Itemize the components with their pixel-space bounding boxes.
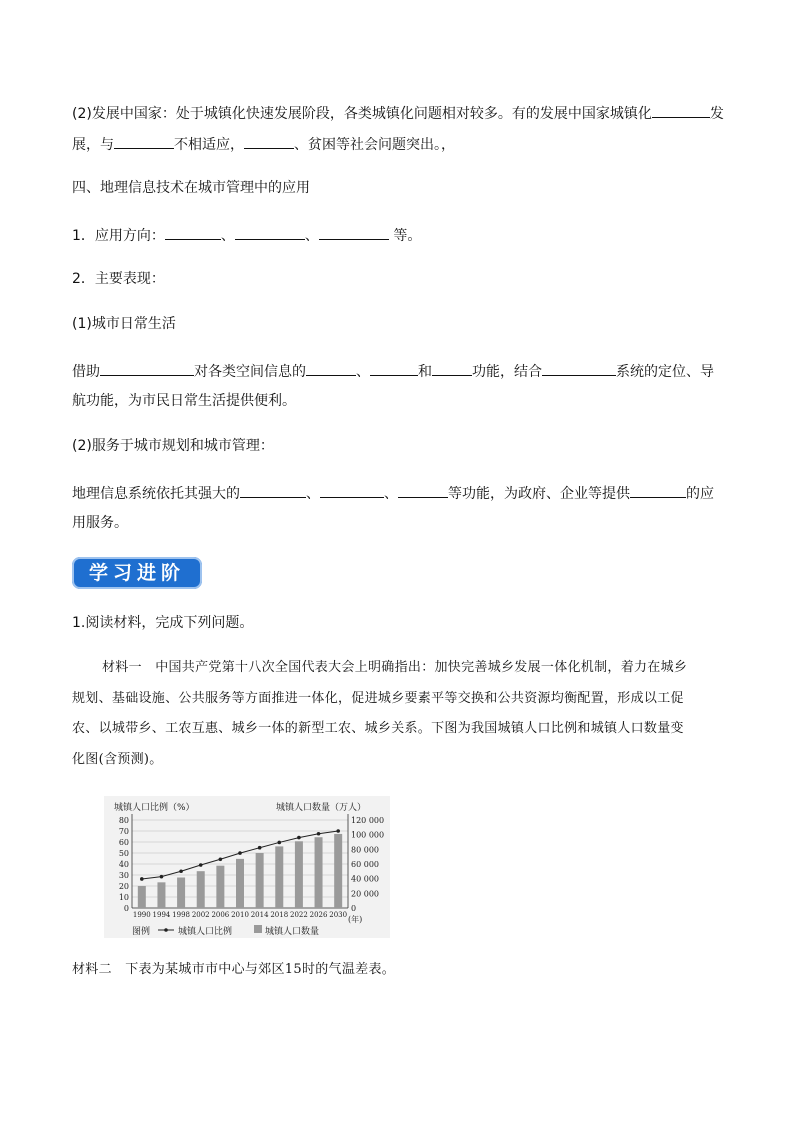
x-tick-label: 1998 [172,911,191,919]
fill-blank[interactable] [306,360,356,376]
right-axis-label: 城镇人口数量（万人） [276,803,367,813]
bar-urban-population [236,859,244,908]
section-heading: 四、地理信息技术在城市管理中的应用 [72,180,310,196]
x-unit: (年) [348,915,363,924]
y-tick-left: 10 [118,893,129,902]
material-1-line: 农、以城带乡、工农互惠、城乡一体的新型工农、城乡关系。下图为我国城镇人口比例和城镇人口数量变 [72,721,684,736]
x-tick-label: 1994 [152,911,171,919]
point-urban-rate [336,829,340,833]
bar-urban-population [216,866,224,908]
x-tick-label: 2006 [211,911,230,919]
paragraph-urban-planning: 地理信息系统依托其强大的 、 、 等功能，为政府、企业等提供 的应 [72,482,714,504]
y-tick-left: 70 [118,827,129,836]
fill-blank[interactable] [165,224,221,240]
y-tick-right: 60 000 [351,860,379,869]
x-tick-label: 2002 [191,911,210,919]
fill-blank[interactable] [100,360,194,376]
x-tick-label: 1990 [132,911,151,919]
fill-blank[interactable] [542,360,616,376]
x-tick-label: 2022 [289,911,308,919]
y-tick-left: 40 [118,860,129,869]
x-tick-label: 2014 [250,911,269,919]
fill-blank[interactable] [398,482,448,498]
legend-title: 图例 [132,927,151,937]
left-axis-label: 城镇人口比例（%） [114,803,195,813]
fill-blank[interactable] [652,102,710,118]
y-tick-left: 60 [118,838,129,847]
fill-blank[interactable] [432,360,472,376]
y-tick-right: 40 000 [351,874,379,884]
point-urban-rate [297,836,301,840]
material-1-line: 材料一 中国共产党第十八次全国代表大会上明确指出：加快完善城乡发展一体化机制，着力在城乡 [102,660,688,675]
point-urban-rate [238,851,242,855]
bar-urban-population [197,871,205,908]
fill-blank[interactable] [630,482,686,498]
question-1: 1.阅读材料，完成下列问题。 [72,615,254,631]
y-tick-right: 120 000 [351,816,385,825]
x-tick-label: 2018 [270,911,289,919]
y-tick-right: 20 000 [351,889,379,899]
bar-urban-population [256,853,264,908]
fill-blank[interactable] [244,133,294,149]
legend-bar-label: 城镇人口数量 [265,927,320,937]
bar-urban-population [177,877,185,908]
point-urban-rate [258,846,262,850]
point-urban-rate [219,857,223,861]
material-1-line: 化图(含预测)。 [72,752,163,767]
bar-urban-population [275,846,283,908]
point-urban-rate [199,863,203,867]
legend-bar-symbol [254,925,262,933]
fill-blank[interactable] [114,133,174,149]
study-advance-badge: 学习进阶 [72,557,202,589]
point-urban-rate [140,877,144,881]
fill-blank[interactable] [320,482,384,498]
fill-blank[interactable] [370,360,418,376]
paragraph-developing-countries-cont: 展，与 不相适应， 、贫困等社会问题突出。， [72,133,455,155]
y-tick-left: 50 [118,849,129,858]
y-tick-right: 0 [351,904,357,913]
y-tick-left: 80 [118,816,129,825]
subheading-urban-planning: (2)服务于城市规划和城市管理： [72,438,274,454]
y-tick-left: 0 [123,904,129,913]
fill-blank[interactable] [240,482,306,498]
y-tick-left: 30 [118,871,129,880]
subheading-daily-life: (1)城市日常生活 [72,316,176,332]
legend-point-symbol [164,928,168,932]
bar-urban-population [334,834,342,908]
material-2: 材料二 下表为某城市市中心与郊区15时的气温差表。 [72,962,396,977]
bar-urban-population [295,841,303,908]
paragraph-daily-life-cont: 航功能，为市民日常生活提供便利。 [72,393,296,409]
bar-urban-population [315,837,323,908]
fill-blank[interactable] [235,224,305,240]
legend-line-label: 城镇人口比例 [178,927,233,937]
bar-urban-population [138,886,146,908]
point-urban-rate [317,832,321,836]
point-urban-rate [179,869,183,873]
point-urban-rate [160,875,164,879]
point-urban-rate [277,841,281,845]
bar-urban-population [157,882,165,908]
y-tick-left: 20 [118,882,129,891]
x-tick-label: 2030 [329,911,348,919]
paragraph-developing-countries: (2)发展中国家：处于城镇化快速发展阶段，各类城镇化问题相对较多。有的发展中国家城镇化 发 [72,102,724,124]
y-tick-right: 80 000 [351,845,379,855]
x-tick-label: 2010 [231,911,249,919]
paragraph-urban-planning-cont: 用服务。 [72,515,128,531]
fill-blank[interactable] [319,224,389,240]
application-directions: 1．应用方向： 、 、 等。 [72,224,421,246]
x-tick-label: 2026 [309,911,328,919]
paragraph-daily-life: 借助 对各类空间信息的 、 和 功能，结合 系统的定位、导 [72,360,714,382]
material-1-line: 规划、基础设施、公共服务等方面推进一体化，促进城乡要素平等交换和公共资源均衡配置，形成以工促 [72,691,684,706]
urbanization-chart [104,796,390,938]
main-manifestations: 2．主要表现： [72,271,165,287]
y-tick-right: 100 000 [351,830,385,840]
